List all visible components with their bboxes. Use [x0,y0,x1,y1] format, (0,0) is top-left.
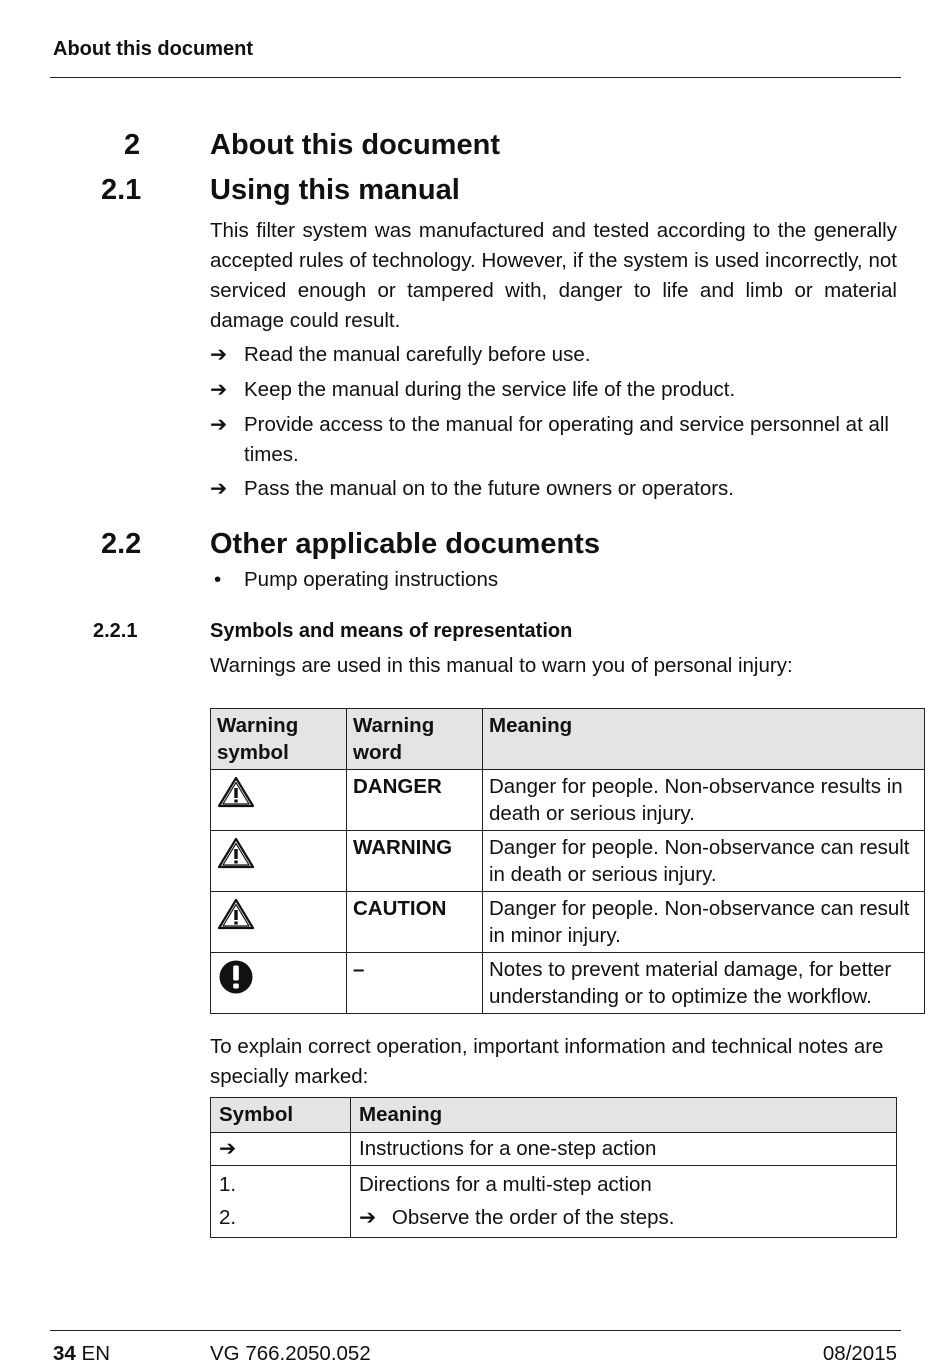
symbol-table [210,1097,897,1238]
instruction-text: Keep the manual during the service life of the product. [244,378,736,401]
symbol-cell [211,1166,351,1238]
document-list-item [210,565,900,595]
step-number: 2. [219,1206,237,1229]
arrow-right-icon: ➔ [210,477,228,500]
warning-word-none: – [347,953,483,1014]
instruction-text: Read the manual carefully before use. [244,343,591,366]
meaning-cell: Danger for people. Non-observance results in death or serious injury. [483,770,925,831]
table-header-cell: Meaning [483,709,925,770]
section-2-2-number: 2.2 [101,528,142,560]
running-header: About this document [53,38,253,60]
sub-instruction-text: Observe the order of the steps. [391,1206,675,1229]
symbol-cell [211,831,347,892]
table-row [211,953,925,1014]
bullet-dot-icon: • [214,568,222,591]
markings-intro: To explain correct operation, important information and technical notes are specially marked: [210,1035,884,1088]
meaning-cell: Danger for people. Non-observance can result in minor injury. [483,892,925,953]
table-header-cell: Warning word [347,709,483,770]
symbol-cell [211,1133,351,1166]
table-row [211,831,925,892]
document-date: 08/2015 [822,1342,897,1365]
table-row [211,892,925,953]
warning-word-danger: DANGER [347,770,483,831]
warning-word-caution: CAUTION [347,892,483,953]
warning-word-warning: WARNING [347,831,483,892]
instruction-item [210,375,900,405]
arrow-right-icon: ➔ [210,413,228,436]
page-language: EN [81,1342,110,1365]
table-header-cell: Meaning [351,1098,897,1133]
meaning-cell: Danger for people. Non-observance can result in death or serious injury. [483,831,925,892]
instruction-item [210,474,900,504]
chapter-title: About this document [210,129,500,161]
instruction-item [210,340,900,370]
arrow-right-icon: ➔ [210,343,228,366]
symbol-cell [211,892,347,953]
document-number: VG 766.2050.052 [210,1342,371,1365]
document-list-text: Pump operating instructions [244,568,499,591]
sub-instruction [359,1201,888,1234]
section-2-1-intro: This filter system was manufactured and tested according to the generally accepted rules of technology. However, if the system is used incorrectly, not serviced enough or tampered with, danger to life and limb or material damage could result. [210,219,897,332]
chapter-number: 2 [124,129,141,161]
warning-triangle-icon [217,776,255,808]
notice-exclamation-icon [217,959,255,995]
arrow-right-icon: ➔ [359,1206,377,1229]
arrow-right-icon: ➔ [219,1137,237,1160]
section-2-2-title: Other applicable documents [210,528,600,560]
section-2-2-1-number: 2.2.1 [93,620,138,642]
symbol-cell [211,953,347,1014]
table-row [211,770,925,831]
warning-triangle-icon [217,837,255,869]
arrow-right-icon: ➔ [210,378,228,401]
table-header-row [211,709,925,770]
meaning-cell [351,1166,897,1238]
symbol-cell [211,770,347,831]
page-number-value: 34 [53,1342,76,1365]
section-2-2-1-title: Symbols and means of representation [210,620,573,642]
instruction-item [210,410,900,470]
instruction-text: Provide access to the manual for operating and service personnel at all times. [244,413,889,466]
meaning-cell: Instructions for a one-step action [351,1133,897,1166]
meaning-text: Directions for a multi-step action [359,1173,652,1196]
header-rule [50,77,901,78]
table-header-cell: Warning symbol [211,709,347,770]
table-header-row [211,1098,897,1133]
table-row [211,1166,897,1238]
section-2-1-number: 2.1 [101,174,142,206]
page-number [53,1342,110,1366]
instruction-text: Pass the manual on to the future owners or operators. [244,477,734,500]
warning-triangle-icon [217,898,255,930]
table-header-cell: Symbol [211,1098,351,1133]
footer-rule [50,1330,901,1331]
table-row [211,1133,897,1166]
section-2-1-title: Using this manual [210,174,460,206]
section-2-2-1-intro: Warnings are used in this manual to warn you of personal injury: [210,654,793,677]
step-number: 1. [219,1173,237,1196]
warning-table [210,708,925,1014]
meaning-cell: Notes to prevent material damage, for better understanding or to optimize the workflow. [483,953,925,1014]
